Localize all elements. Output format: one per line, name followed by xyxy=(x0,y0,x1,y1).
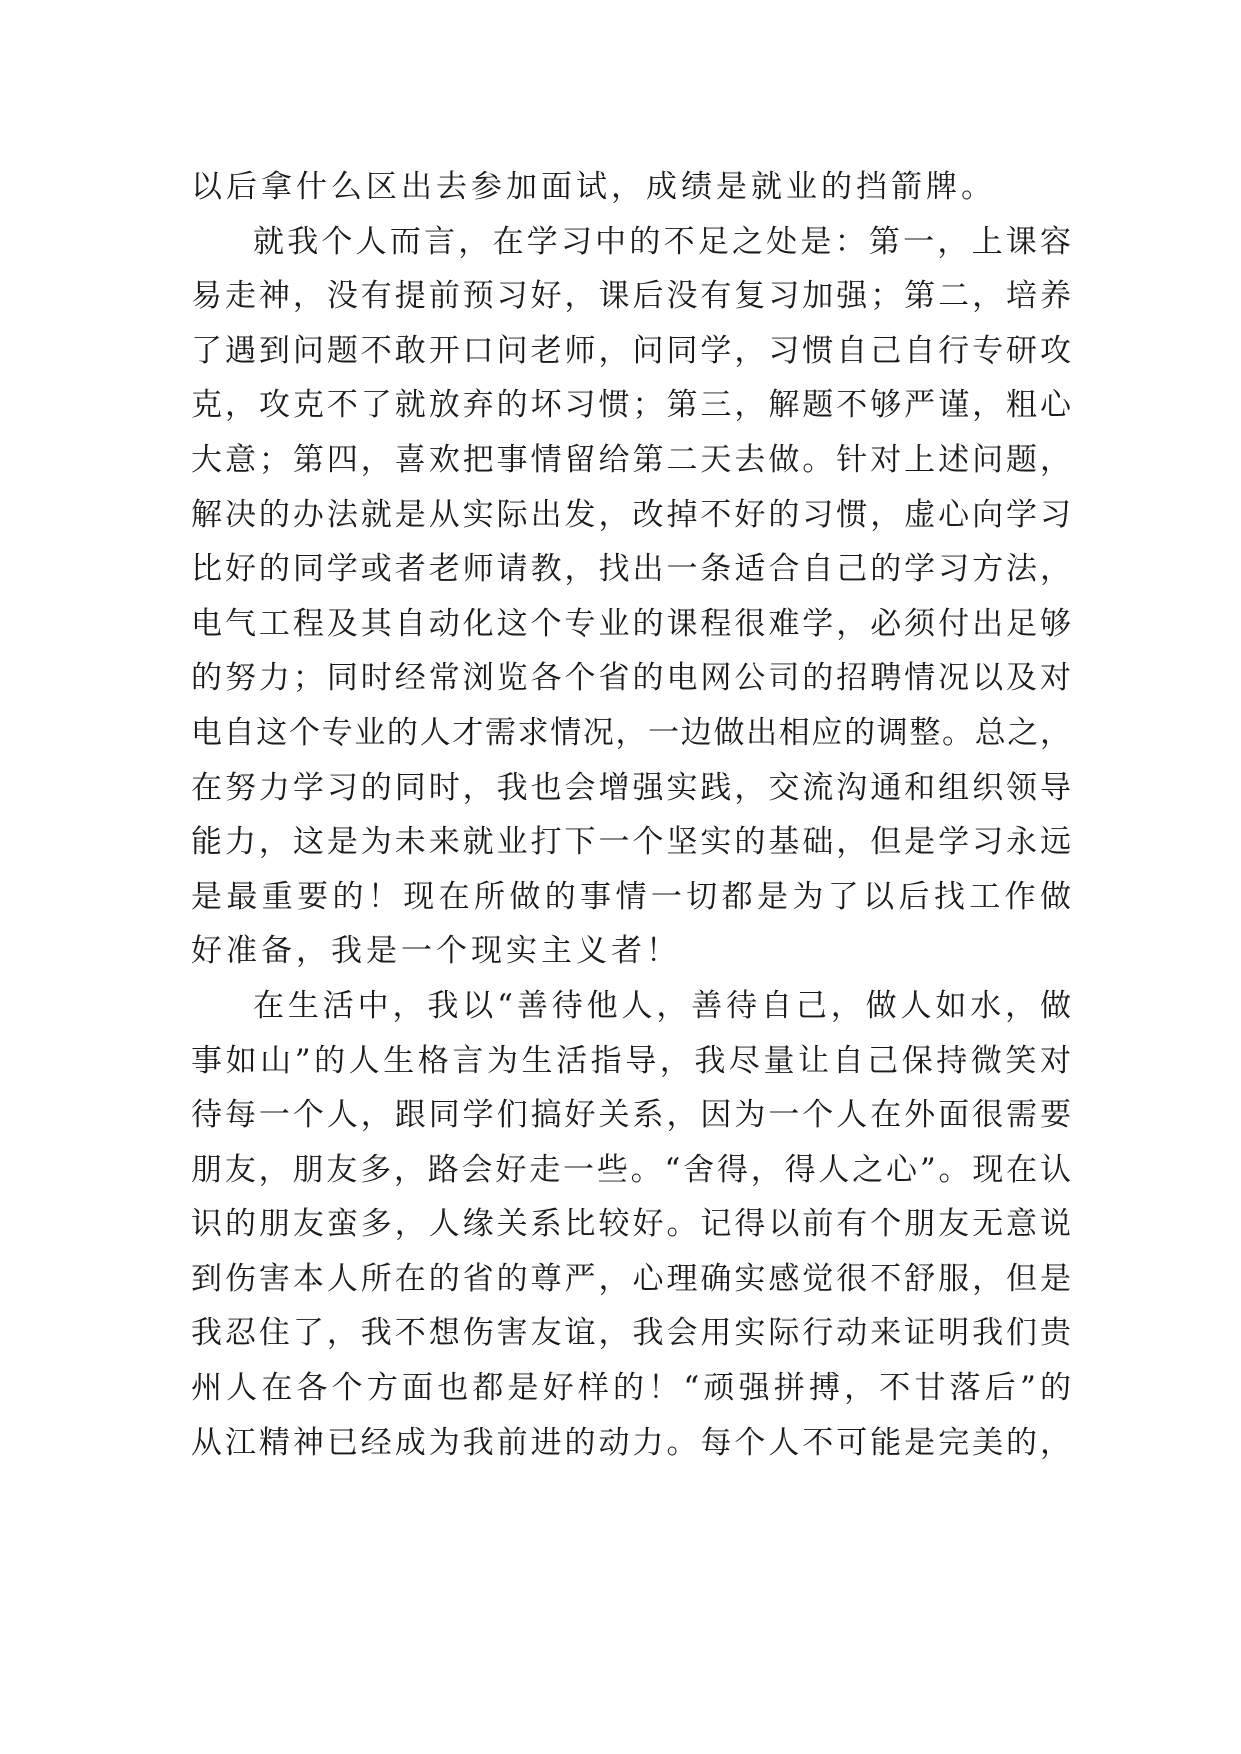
text-line: 以后拿什么区出去参加面试，成绩是就业的挡箭牌。 xyxy=(191,169,996,205)
paragraph xyxy=(191,160,1071,215)
text-line: 解决的办法就是从实际出发，改掉不好的习惯，虚心向学习 xyxy=(191,496,1071,533)
text-line: 在努力学习的同时，我也会增强实践，交流沟通和组织领导 xyxy=(191,769,1071,806)
text-line: 州人在各个方面也都是好样的！“顽强拼搏，不甘落后”的 xyxy=(191,1370,1071,1407)
text-line: 好准备，我是一个现实主义者！ xyxy=(191,933,681,970)
body-text xyxy=(191,160,1071,1470)
text-line: 识的朋友蛮多，人缘关系比较好。记得以前有个朋友无意说 xyxy=(191,1206,1071,1243)
paragraph xyxy=(191,979,1071,1470)
text-line: 了遇到问题不敢开口问老师，问同学，习惯自己自行专研攻 xyxy=(191,332,1071,369)
text-line: 待每一个人，跟同学们搞好关系，因为一个人在外面很需要 xyxy=(191,1097,1071,1134)
paragraph xyxy=(191,215,1071,979)
text-line: 是最重要的！现在所做的事情一切都是为了以后找工作做 xyxy=(191,878,1071,915)
text-line: 比好的同学或者老师请教，找出一条适合自己的学习方法， xyxy=(191,551,1071,588)
text-line: 我忍住了，我不想伤害友谊，我会用实际行动来证明我们贵 xyxy=(191,1315,1071,1352)
text-line: 的努力；同时经常浏览各个省的电网公司的招聘情况以及对 xyxy=(191,660,1071,697)
text-line: 就我个人而言，在学习中的不足之处是：第一，上课容 xyxy=(253,223,1071,260)
text-line: 能力，这是为未来就业打下一个坚实的基础，但是学习永远 xyxy=(191,824,1071,861)
text-line: 在生活中，我以“善待他人，善待自己，做人如水，做 xyxy=(253,987,1071,1024)
text-line: 易走神，没有提前预习好，课后没有复习加强；第二，培养 xyxy=(191,278,1071,315)
text-line: 大意；第四，喜欢把事情留给第二天去做。针对上述问题， xyxy=(191,441,1071,478)
text-line: 到伤害本人所在的省的尊严，心理确实感觉很不舒服，但是 xyxy=(191,1260,1071,1297)
text-line: 电自这个专业的人才需求情况，一边做出相应的调整。总之， xyxy=(191,714,1071,751)
text-line: 电气工程及其自动化这个专业的课程很难学，必须付出足够 xyxy=(191,605,1071,642)
text-line: 事如山”的人生格言为生活指导，我尽量让自己保持微笑对 xyxy=(191,1042,1071,1079)
text-line: 克，攻克不了就放弃的坏习惯；第三，解题不够严谨，粗心 xyxy=(191,387,1071,424)
text-line: 朋友，朋友多，路会好走一些。“舍得，得人之心”。现在认 xyxy=(191,1151,1071,1188)
text-line: 从江精神已经成为我前进的动力。每个人不可能是完美的， xyxy=(191,1424,1071,1461)
